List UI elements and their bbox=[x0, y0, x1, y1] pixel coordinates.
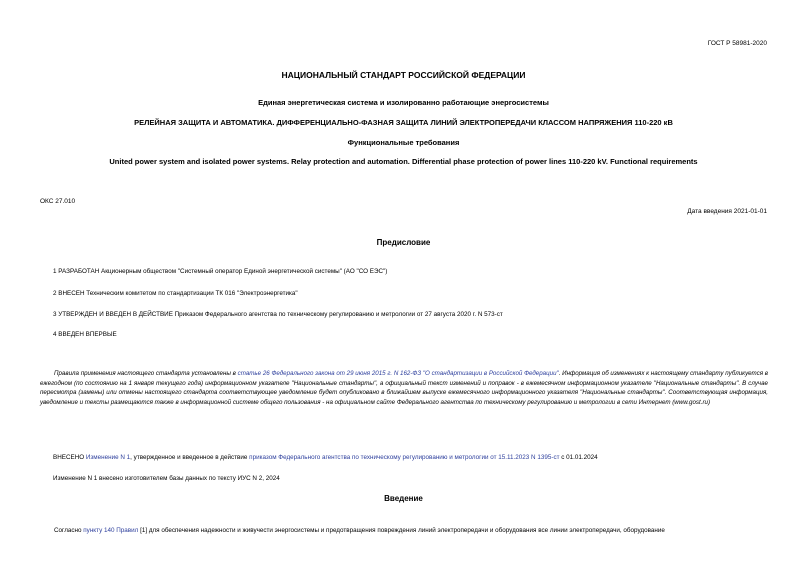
system-title: Единая энергетическая система и изолированно работающие энергосистемы bbox=[258, 98, 549, 107]
rules-text-start: Правила применения настоящего стандарта установлены в bbox=[54, 370, 238, 377]
english-title: United power system and isolated power systems. Relay protection and automation. Differential phase protection of power lines 110-220 kV. Functional requirements bbox=[109, 157, 698, 166]
document-subtitle: Функциональные требования bbox=[347, 138, 460, 147]
amendment-link[interactable]: Изменение N 1 bbox=[85, 454, 131, 461]
order-link[interactable]: приказом Федерального агентства по техническому регулированию и метрологии от 15.11.2023 N 1395-ст bbox=[249, 454, 560, 461]
rules-link[interactable]: Правил bbox=[116, 527, 139, 534]
preface-item-4: 4 ВВЕДЕН ВПЕРВЫЕ bbox=[53, 331, 117, 338]
introduction-heading: Введение bbox=[384, 494, 423, 503]
preface-heading: Предисловие bbox=[376, 238, 431, 247]
amendment-suffix: с 01.01.2024 bbox=[559, 454, 598, 461]
amendment-prefix: ВНЕСЕНО bbox=[53, 454, 86, 461]
document-main-title: РЕЛЕЙНАЯ ЗАЩИТА И АВТОМАТИКА. ДИФФЕРЕНЦИАЛЬНО-ФАЗНАЯ ЗАЩИТА ЛИНИЙ ЭЛЕКТРОПЕРЕДАЧИ КЛАССОМ НАПРЯЖЕНИЯ 110-220 кВ bbox=[134, 118, 673, 127]
rules-paragraph bbox=[40, 369, 768, 407]
national-standard-title: НАЦИОНАЛЬНЫЙ СТАНДАРТ РОССИЙСКОЙ ФЕДЕРАЦИИ bbox=[281, 70, 526, 80]
preface-item-1: 1 РАЗРАБОТАН Акционерным обществом "Системный оператор Единой энергетической системы" (АО "СО ЕЭС") bbox=[53, 268, 388, 275]
intro-date: Дата введения 2021-01-01 bbox=[687, 208, 767, 215]
introduction-paragraph bbox=[40, 527, 768, 534]
preface-item-2: 2 ВНЕСЕН Техническим комитетом по стандартизации ТК 016 "Электроэнергетика" bbox=[53, 290, 298, 297]
amendment-note: Изменение N 1 внесено изготовителем базы данных по тексту ИУС N 2, 2024 bbox=[53, 475, 280, 482]
amendment-line bbox=[53, 454, 598, 461]
intro-text-rest: [1] для обеспечения надежности и живучести энергосистемы и предотвращения повреждения линий электропередачи и оборудования все линии электропередачи, оборудование bbox=[138, 527, 665, 534]
amendment-middle: , утвержденное и введенное в действие bbox=[130, 454, 250, 461]
rules-text-rest: . Информация об изменениях к настоящему стандарту публикуется в ежегодном (по состоянию на 1 января текущего года) информационном указателе "Национальные стандарты", а официальный текст изменений и поправок - в ежемесячном информационном указателе "Национальные стандарты". В случае пересмотра (замены) или отмены настоящего стандарта соответствующее уведомление будет опубликовано в ближайшем выпуске ежемесячного информационного указателя "Национальные стандарты". Соответствующая информация, уведомление и тексты размещаются также в информационной системе общего пользования - на официальном сайте Федерального агентства по техническому регулированию и метрологии в сети Интернет (www.gost.ru) bbox=[40, 370, 768, 406]
standard-code: ГОСТ Р 58981-2020 bbox=[707, 40, 767, 47]
clause-140-link[interactable]: пункту 140 bbox=[83, 527, 115, 534]
federal-law-link[interactable]: статье 26 Федерального закона от 29 июня 2015 г. N 162-ФЗ "О стандартизации в Российской Федерации" bbox=[237, 370, 559, 377]
intro-text-start: Согласно bbox=[54, 527, 84, 534]
preface-item-3: 3 УТВЕРЖДЕН И ВВЕДЕН В ДЕЙСТВИЕ Приказом Федерального агентства по техническому регулированию и метрологии от 27 августа 2020 г. N 573-ст bbox=[53, 311, 503, 318]
oks-code: ОКС 27.010 bbox=[40, 198, 76, 205]
